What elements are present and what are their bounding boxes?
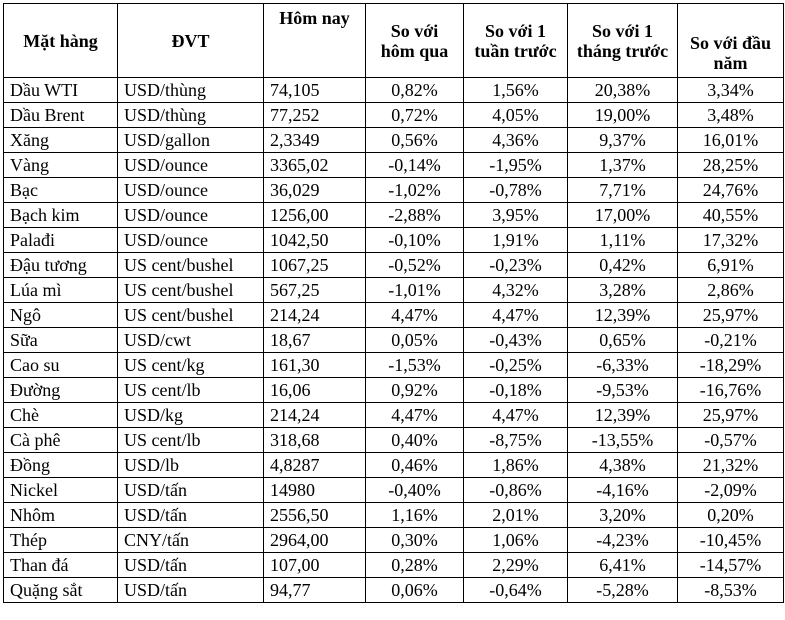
cell-vs-month: 9,37% — [568, 128, 678, 153]
header-today: Hôm nay — [264, 4, 366, 78]
cell-today: 107,00 — [264, 553, 366, 578]
cell-unit: CNY/tấn — [118, 528, 264, 553]
cell-vs-week: -0,86% — [464, 478, 568, 503]
cell-unit: USD/ounce — [118, 203, 264, 228]
cell-unit: USD/tấn — [118, 478, 264, 503]
header-unit: ĐVT — [118, 4, 264, 78]
cell-item: Nickel — [4, 478, 118, 503]
cell-unit: USD/kg — [118, 403, 264, 428]
cell-today: 4,8287 — [264, 453, 366, 478]
cell-vs-yesterday: 0,06% — [366, 578, 464, 603]
cell-today: 18,67 — [264, 328, 366, 353]
cell-vs-week: 4,47% — [464, 303, 568, 328]
cell-vs-ytd: 6,91% — [678, 253, 784, 278]
cell-vs-week: -0,64% — [464, 578, 568, 603]
cell-item: Palađi — [4, 228, 118, 253]
cell-vs-yesterday: -0,40% — [366, 478, 464, 503]
cell-vs-ytd: 28,25% — [678, 153, 784, 178]
cell-item: Vàng — [4, 153, 118, 178]
cell-item: Đồng — [4, 453, 118, 478]
cell-vs-yesterday: 0,72% — [366, 103, 464, 128]
table-row — [4, 103, 784, 128]
cell-vs-week: 1,86% — [464, 453, 568, 478]
cell-today: 214,24 — [264, 303, 366, 328]
cell-vs-yesterday: 0,82% — [366, 78, 464, 103]
cell-vs-yesterday: -0,14% — [366, 153, 464, 178]
cell-today: 318,68 — [264, 428, 366, 453]
cell-vs-yesterday: 0,92% — [366, 378, 464, 403]
cell-vs-month: 12,39% — [568, 303, 678, 328]
cell-today: 2964,00 — [264, 528, 366, 553]
cell-item: Than đá — [4, 553, 118, 578]
cell-vs-week: 1,06% — [464, 528, 568, 553]
cell-vs-month: -5,28% — [568, 578, 678, 603]
table-row — [4, 578, 784, 603]
header-vs-yesterday: So với hôm qua — [366, 4, 464, 78]
table-row — [4, 528, 784, 553]
table-row — [4, 128, 784, 153]
cell-vs-month: 1,37% — [568, 153, 678, 178]
cell-vs-week: -0,18% — [464, 378, 568, 403]
table-row — [4, 178, 784, 203]
cell-vs-ytd: 25,97% — [678, 303, 784, 328]
cell-today: 94,77 — [264, 578, 366, 603]
cell-vs-ytd: 40,55% — [678, 203, 784, 228]
cell-vs-yesterday: 0,28% — [366, 553, 464, 578]
cell-vs-yesterday: 0,46% — [366, 453, 464, 478]
cell-today: 2,3349 — [264, 128, 366, 153]
cell-today: 1256,00 — [264, 203, 366, 228]
cell-vs-yesterday: -1,02% — [366, 178, 464, 203]
cell-vs-month: 1,11% — [568, 228, 678, 253]
cell-vs-ytd: -10,45% — [678, 528, 784, 553]
cell-unit: USD/ounce — [118, 228, 264, 253]
cell-vs-month: 19,00% — [568, 103, 678, 128]
cell-vs-month: 3,28% — [568, 278, 678, 303]
cell-vs-week: 2,01% — [464, 503, 568, 528]
header-item: Mặt hàng — [4, 4, 118, 78]
cell-vs-week: -0,23% — [464, 253, 568, 278]
cell-vs-yesterday: -0,10% — [366, 228, 464, 253]
cell-item: Chè — [4, 403, 118, 428]
cell-vs-month: 20,38% — [568, 78, 678, 103]
cell-vs-ytd: -0,21% — [678, 328, 784, 353]
cell-vs-week: 4,36% — [464, 128, 568, 153]
cell-vs-month: 0,65% — [568, 328, 678, 353]
cell-vs-yesterday: 0,05% — [366, 328, 464, 353]
cell-unit: USD/ounce — [118, 178, 264, 203]
cell-vs-ytd: -14,57% — [678, 553, 784, 578]
commodity-price-table — [3, 3, 784, 603]
table-row — [4, 228, 784, 253]
table-row — [4, 78, 784, 103]
cell-today: 214,24 — [264, 403, 366, 428]
cell-item: Đậu tương — [4, 253, 118, 278]
cell-today: 77,252 — [264, 103, 366, 128]
cell-item: Dầu Brent — [4, 103, 118, 128]
cell-vs-week: -0,78% — [464, 178, 568, 203]
cell-vs-week: 2,29% — [464, 553, 568, 578]
cell-vs-ytd: -16,76% — [678, 378, 784, 403]
cell-unit: US cent/bushel — [118, 278, 264, 303]
cell-vs-ytd: 17,32% — [678, 228, 784, 253]
cell-unit: USD/tấn — [118, 553, 264, 578]
cell-unit: US cent/bushel — [118, 253, 264, 278]
table-row — [4, 203, 784, 228]
cell-today: 1042,50 — [264, 228, 366, 253]
cell-vs-month: -6,33% — [568, 353, 678, 378]
cell-vs-ytd: 2,86% — [678, 278, 784, 303]
cell-today: 74,105 — [264, 78, 366, 103]
cell-vs-week: 4,32% — [464, 278, 568, 303]
cell-vs-yesterday: 4,47% — [366, 403, 464, 428]
cell-vs-yesterday: 0,30% — [366, 528, 464, 553]
cell-item: Xăng — [4, 128, 118, 153]
cell-item: Sữa — [4, 328, 118, 353]
cell-vs-ytd: 16,01% — [678, 128, 784, 153]
cell-today: 2556,50 — [264, 503, 366, 528]
cell-vs-yesterday: -0,52% — [366, 253, 464, 278]
cell-vs-month: 0,42% — [568, 253, 678, 278]
cell-vs-ytd: 0,20% — [678, 503, 784, 528]
table-row — [4, 503, 784, 528]
cell-vs-month: -4,16% — [568, 478, 678, 503]
cell-item: Bạc — [4, 178, 118, 203]
cell-vs-yesterday: -1,53% — [366, 353, 464, 378]
table-row — [4, 478, 784, 503]
cell-vs-yesterday: 0,56% — [366, 128, 464, 153]
cell-unit: USD/tấn — [118, 578, 264, 603]
cell-vs-week: -8,75% — [464, 428, 568, 453]
table-row — [4, 278, 784, 303]
cell-item: Lúa mì — [4, 278, 118, 303]
table-row — [4, 328, 784, 353]
cell-vs-month: 3,20% — [568, 503, 678, 528]
table-row — [4, 378, 784, 403]
cell-vs-week: 3,95% — [464, 203, 568, 228]
cell-vs-week: 4,47% — [464, 403, 568, 428]
cell-vs-month: 6,41% — [568, 553, 678, 578]
cell-today: 567,25 — [264, 278, 366, 303]
cell-vs-ytd: 3,34% — [678, 78, 784, 103]
cell-vs-yesterday: 4,47% — [366, 303, 464, 328]
cell-vs-ytd: 25,97% — [678, 403, 784, 428]
cell-unit: USD/thùng — [118, 103, 264, 128]
cell-item: Ngô — [4, 303, 118, 328]
cell-item: Quặng sắt — [4, 578, 118, 603]
cell-today: 36,029 — [264, 178, 366, 203]
cell-vs-month: 12,39% — [568, 403, 678, 428]
cell-vs-ytd: 24,76% — [678, 178, 784, 203]
cell-vs-week: 1,91% — [464, 228, 568, 253]
cell-vs-yesterday: 1,16% — [366, 503, 464, 528]
cell-today: 161,30 — [264, 353, 366, 378]
cell-vs-month: -4,23% — [568, 528, 678, 553]
cell-vs-ytd: 21,32% — [678, 453, 784, 478]
cell-unit: USD/gallon — [118, 128, 264, 153]
cell-today: 1067,25 — [264, 253, 366, 278]
cell-item: Bạch kim — [4, 203, 118, 228]
cell-unit: US cent/lb — [118, 378, 264, 403]
cell-vs-month: -13,55% — [568, 428, 678, 453]
cell-item: Cao su — [4, 353, 118, 378]
cell-unit: USD/thùng — [118, 78, 264, 103]
cell-unit: USD/cwt — [118, 328, 264, 353]
cell-vs-yesterday: -1,01% — [366, 278, 464, 303]
cell-today: 16,06 — [264, 378, 366, 403]
cell-vs-month: 17,00% — [568, 203, 678, 228]
cell-vs-month: -9,53% — [568, 378, 678, 403]
cell-unit: USD/ounce — [118, 153, 264, 178]
cell-item: Thép — [4, 528, 118, 553]
cell-vs-ytd: 3,48% — [678, 103, 784, 128]
table-row — [4, 353, 784, 378]
header-vs-month: So với 1 tháng trước — [568, 4, 678, 78]
cell-vs-week: -1,95% — [464, 153, 568, 178]
cell-vs-week: -0,25% — [464, 353, 568, 378]
cell-vs-month: 4,38% — [568, 453, 678, 478]
cell-unit: US cent/kg — [118, 353, 264, 378]
table-row — [4, 303, 784, 328]
table-row — [4, 403, 784, 428]
cell-vs-ytd: -2,09% — [678, 478, 784, 503]
cell-item: Nhôm — [4, 503, 118, 528]
cell-vs-week: 1,56% — [464, 78, 568, 103]
cell-vs-week: -0,43% — [464, 328, 568, 353]
table-row — [4, 253, 784, 278]
cell-item: Dầu WTI — [4, 78, 118, 103]
table-row — [4, 428, 784, 453]
cell-today: 14980 — [264, 478, 366, 503]
cell-vs-month: 7,71% — [568, 178, 678, 203]
cell-vs-yesterday: -2,88% — [366, 203, 464, 228]
cell-today: 3365,02 — [264, 153, 366, 178]
cell-vs-yesterday: 0,40% — [366, 428, 464, 453]
cell-vs-ytd: -18,29% — [678, 353, 784, 378]
cell-vs-ytd: -0,57% — [678, 428, 784, 453]
header-vs-ytd: So với đầu năm — [678, 4, 784, 78]
table-row — [4, 453, 784, 478]
table-row — [4, 553, 784, 578]
cell-vs-week: 4,05% — [464, 103, 568, 128]
cell-unit: US cent/bushel — [118, 303, 264, 328]
cell-unit: US cent/lb — [118, 428, 264, 453]
header-vs-week: So với 1 tuần trước — [464, 4, 568, 78]
header-row — [4, 4, 784, 78]
cell-item: Đường — [4, 378, 118, 403]
table-row — [4, 153, 784, 178]
cell-vs-ytd: -8,53% — [678, 578, 784, 603]
cell-unit: USD/tấn — [118, 503, 264, 528]
cell-unit: USD/lb — [118, 453, 264, 478]
cell-item: Cà phê — [4, 428, 118, 453]
